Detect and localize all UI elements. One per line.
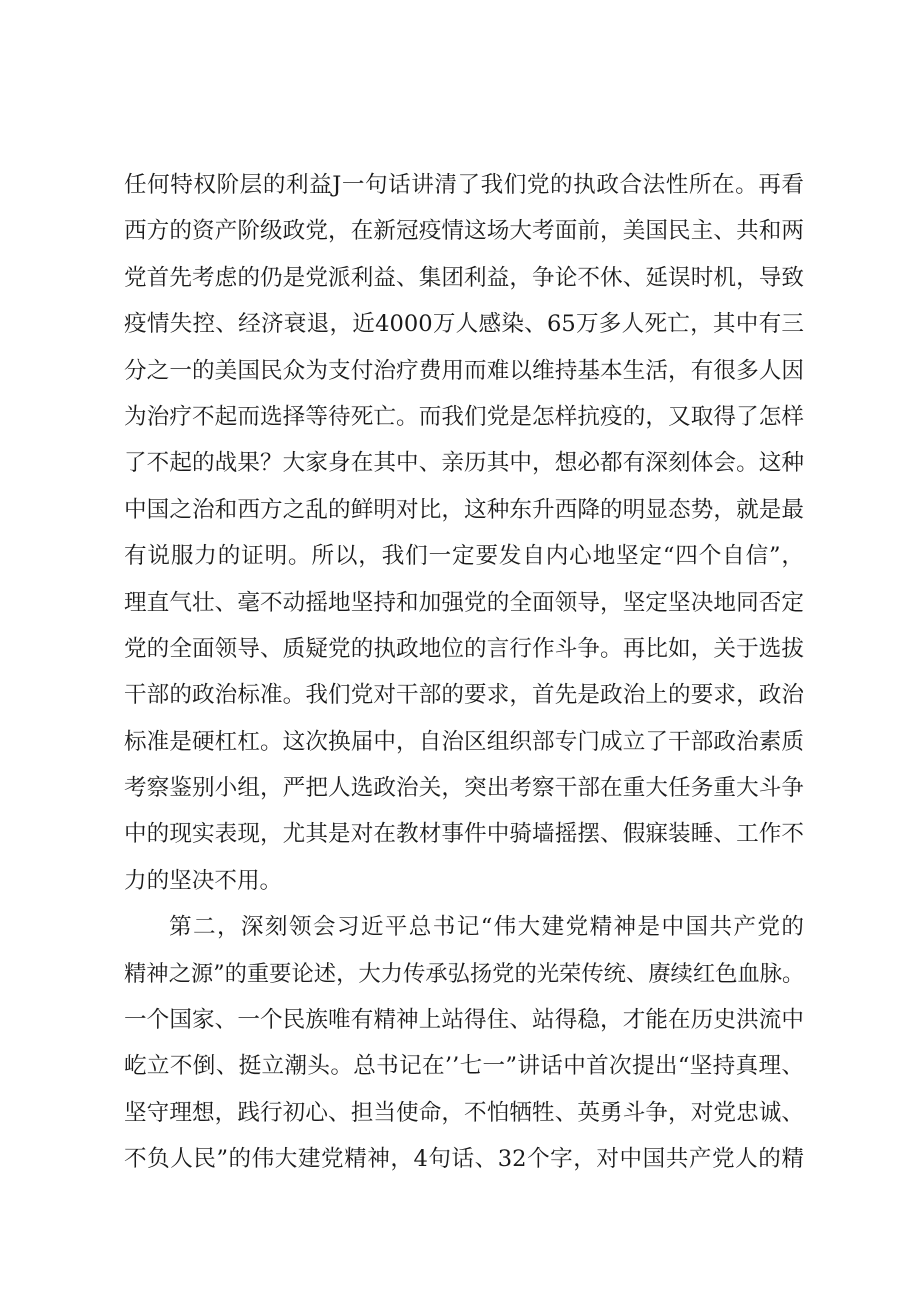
text-line: 中的现实表现，尤其是对在教材事件中骑墙摇摆、假寐装睡、工作不 bbox=[124, 821, 804, 848]
text-line: 有说服力的证明。所以，我们一定要发自内心地坚定“四个自信”， bbox=[124, 543, 804, 570]
paragraph-1 bbox=[124, 162, 804, 904]
text-line: 考察鉴别小组，严把人选政治关，突出考察干部在重大任务重大斗争 bbox=[124, 775, 804, 802]
text-line: 中国之治和西方之乱的鲜明对比，这种东升西降的明显态势，就是最 bbox=[124, 496, 804, 523]
text-line: 力的坚决不用。 bbox=[124, 867, 283, 894]
text-line: 干部的政治标准。我们党对干部的要求，首先是政治上的要求，政治 bbox=[124, 682, 804, 709]
text-line: 任何特权阶层的利益J一句话讲清了我们党的执政合法性所在。再看 bbox=[124, 172, 804, 198]
text-line: 疫情失控、经济衰退，近4000万人感染、65万多人死亡，其中有三 bbox=[124, 311, 804, 338]
text-line: 党首先考虑的仍是党派利益、集团利益，争论不休、延误时机，导致 bbox=[124, 264, 804, 291]
text-line: 坚守理想，践行初心、担当使命，不怕牺牲、英勇斗争，对党忠诚、 bbox=[124, 1099, 804, 1126]
text-line: 精神之源”的重要论述，大力传承弘扬党的光荣传统、赓续红色血脉。 bbox=[124, 960, 804, 987]
paragraph-2 bbox=[124, 904, 804, 1182]
text-line: 分之一的美国民众为支付治疗费用而难以维持基本生活，有很多人因 bbox=[124, 357, 804, 384]
text-line: 理直气壮、毫不动摇地坚持和加强党的全面领导，坚定坚决地同否定 bbox=[124, 589, 804, 616]
text-line: 屹立不倒、挺立潮头。总书记在’’七一”讲话中首次提出“坚持真理、 bbox=[124, 1053, 804, 1080]
body-text bbox=[124, 162, 804, 1183]
text-line: 西方的资产阶级政党，在新冠疫情这场大考面前，美国民主、共和两 bbox=[124, 218, 804, 245]
text-line: 党的全面领导、质疑党的执政地位的言行作斗争。再比如，关于选拔 bbox=[124, 635, 804, 662]
text-line: 一个国家、一个民族唯有精神上站得住、站得稳，才能在历史洪流中 bbox=[124, 1007, 804, 1034]
text-line: 第二，深刻领会习近平总书记“伟大建党精神是中国共产党的 bbox=[169, 914, 804, 941]
text-line: 不负人民”的伟大建党精神，4句话、32个字，对中国共产党人的精 bbox=[124, 1146, 804, 1173]
text-line: 为治疗不起而选择等待死亡。而我们党是怎样抗疫的，又取得了怎样 bbox=[124, 403, 804, 430]
text-line: 了不起的战果？大家身在其中、亲历其中，想必都有深刻体会。这种 bbox=[124, 450, 804, 477]
text-line: 标准是硬杠杠。这次换届中，自治区组织部专门成立了干部政治素质 bbox=[124, 728, 804, 755]
